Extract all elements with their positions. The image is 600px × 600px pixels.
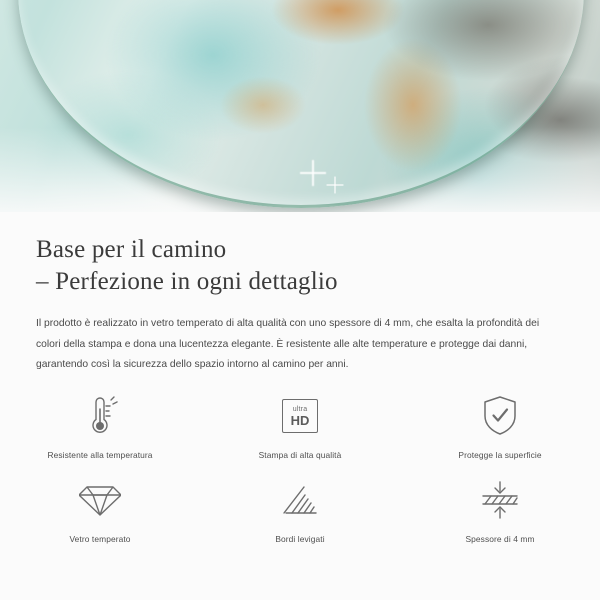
text-content [0, 212, 600, 376]
feature-item [0, 390, 200, 460]
page-title [0, 212, 600, 298]
feature-label: Protegge la superficie [458, 450, 542, 460]
hero-image [0, 0, 600, 212]
ultra-hd-icon [274, 390, 326, 442]
feature-label: Spessore di 4 mm [465, 534, 535, 544]
feature-item [400, 474, 600, 544]
polished-edges-icon [274, 474, 326, 526]
feature-label: Resistente alla temperatura [47, 450, 153, 460]
headline-line-2: – Perfezione in ogni dettaglio [36, 268, 338, 295]
feature-item [0, 474, 200, 544]
feature-label: Bordi levigati [275, 534, 325, 544]
feature-grid [0, 390, 600, 544]
feature-label: Stampa di alta qualità [258, 450, 342, 460]
ultra-hd-top-label: ultra [292, 405, 308, 413]
feature-item [200, 474, 400, 544]
feature-label: Vetro temperato [69, 534, 131, 544]
thickness-arrows-icon [474, 474, 526, 526]
headline-line-1: Base per il camino [36, 236, 227, 263]
thermometer-icon [74, 390, 126, 442]
feature-item [200, 390, 400, 460]
body-paragraph: Il prodotto è realizzato in vetro temperato di alta qualità con uno spessore di 4 mm, che esalta la profondità dei colori della stampa e dona una lucentezza elegante. È resistente alle alte temperature e protegge dai danni, garantendo così la sicurezza dello spazio intorno al camino per anni. [36, 318, 540, 371]
shield-check-icon [474, 390, 526, 442]
ultra-hd-bottom-label: HD [290, 412, 310, 428]
feature-item [400, 390, 600, 460]
diamond-icon [74, 474, 126, 526]
